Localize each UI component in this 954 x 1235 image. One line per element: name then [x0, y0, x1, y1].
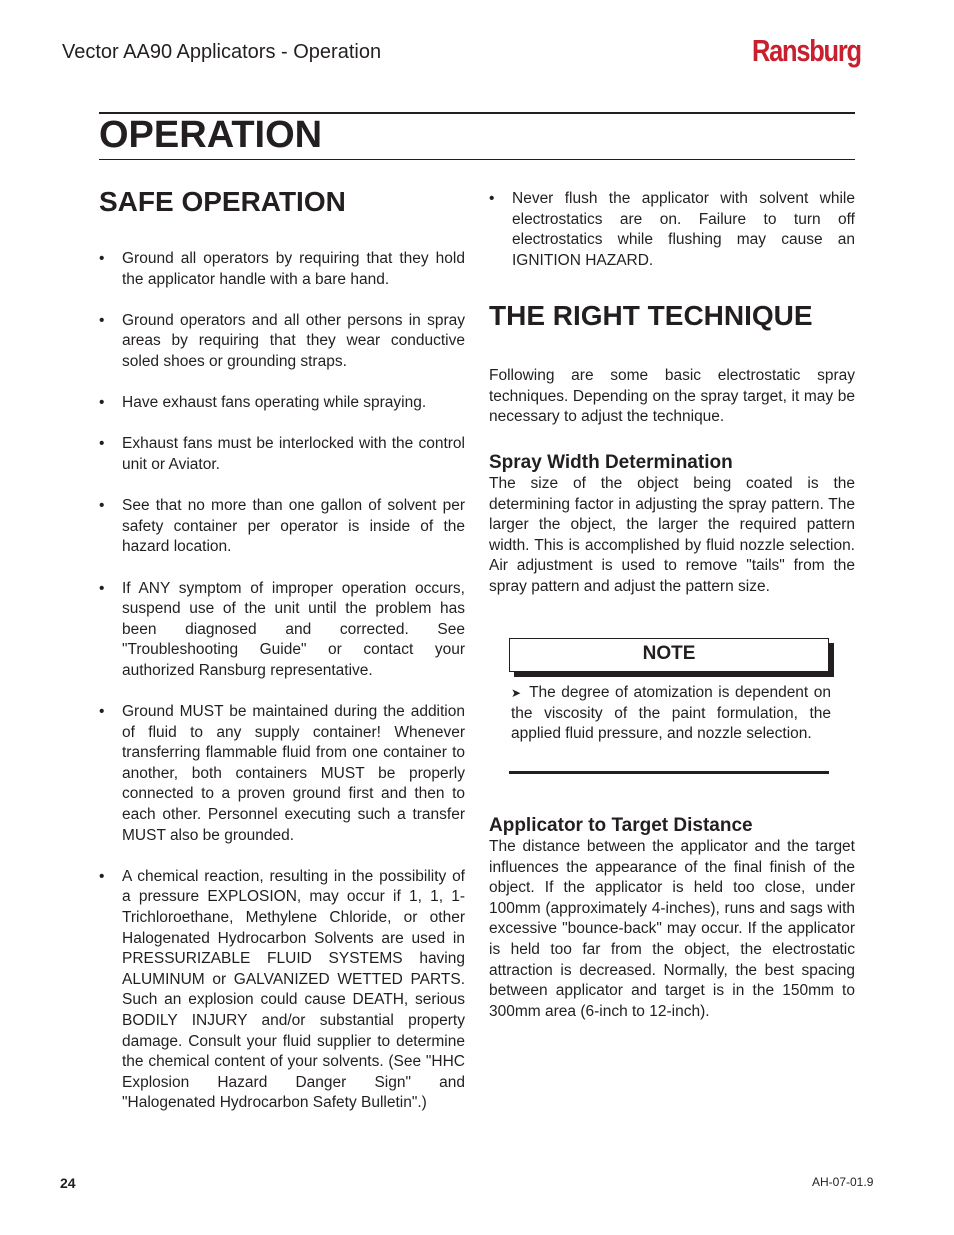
note-label: NOTE [642, 643, 696, 664]
list-item: • Ground operators and all other persons in spray areas by requiring that they wear conductive soled shoes or grounding straps. [99, 311, 465, 373]
right-technique-intro-wrap [489, 366, 855, 428]
page-heading: OPERATION [99, 114, 323, 156]
note-paragraph [511, 683, 831, 745]
arrow-right-icon: ➤ [511, 686, 522, 700]
header-title: Vector AA90 Applicators - Operation [62, 41, 382, 63]
safe-operation-heading-wrap [99, 186, 465, 218]
list-item: • If ANY symptom of improper operation occurs, suspend use of the unit until the problem has been diagnosed and corrected. See "Troubleshooting Guide" or contact your authorized Ransburg representative. [99, 579, 465, 682]
safe-operation-section [99, 249, 465, 1135]
list-item: • Have exhaust fans operating while spraying. [99, 393, 465, 414]
note-text: The degree of atomization is dependent on the viscosity of the paint formulation, the applied fluid pressure, and nozzle selection. [511, 684, 831, 743]
note-divider [509, 771, 829, 774]
list-item: • A chemical reaction, resulting in the possibility of a pressure EXPLOSION, may occur if 1, 1, 1-Trichloroethane, Methylene Chloride, or other Halogenated Hydrocarbon Solvents are used in PRESSURIZABLE FLUID SYSTEMS having ALUMINUM or GALVANIZED WETTED PARTS. Such an explosion could cause DEATH, serious BODILY INJURY and/or substantial property damage. Consult your fluid supplier to determine the chemical content of your solvents. (See "HHC Explosion Hazard Danger Sign" and "Halogenated Hydrocarbon Safety Bulletin".) [99, 867, 465, 1114]
distance-heading: Applicator to Target Distance [489, 815, 753, 836]
list-item: • Ground all operators by requiring that they hold the applicator handle with a bare hand. [99, 249, 465, 290]
distance-section [489, 815, 855, 1022]
continued-bullet-list [489, 189, 855, 271]
spray-width-text: The size of the object being coated is the determining factor in adjusting the spray pattern. The larger the object, the larger the required pattern width. This is accomplished by fluid nozzle selection. Air adjustment is used to remove "tails" from the spray pattern and adjust the pattern size. [489, 475, 855, 595]
right-technique-heading: THE RIGHT TECHNIQUE [489, 300, 813, 331]
right-technique-heading-wrap [489, 300, 855, 332]
note-box [509, 638, 829, 672]
spray-width-heading: Spray Width Determination [489, 452, 733, 473]
right-technique-intro: Following are some basic electrostatic spray techniques. Depending on the spray target, it may be necessary to adjust the technique. [489, 367, 855, 426]
list-item: • Exhaust fans must be interlocked with the control unit or Aviator. [99, 434, 465, 475]
note-content [511, 683, 831, 745]
spray-width-section [489, 452, 855, 598]
page-number: 24 [60, 1175, 76, 1191]
document-id: AH-07-01.9 [812, 1175, 874, 1189]
distance-text: The distance between the applicator and the target influences the appearance of the final finish of the object. If the applicator is held too close, under 100mm (approximately 4-inches), runs and sags with excessive "bounce-back" may occur. If the applicator is held too far from the object, the electrostatic attraction is decreased. Normally, the best spacing between applicator and target is in the 150mm to 300mm area (6-inch to 12-inch). [489, 838, 855, 1020]
heading-rule-bottom [99, 159, 855, 160]
safe-operation-list [99, 249, 465, 1114]
list-item: • See that no more than one gallon of solvent per safety container per operator is inside of the hazard location. [99, 496, 465, 558]
continued-bullet-wrap [489, 189, 855, 271]
list-item: • Ground MUST be maintained during the addition of fluid to any supply container! Whenever transferring flammable fluid from one container to another, both containers MUST be properly connected to a proven ground first and then to each other. Personnel executing such a transfer MUST also be grounded. [99, 702, 465, 846]
list-item: • Never flush the applicator with solvent while electrostatics are on. Failure to turn off electrostatics while flushing may cause an IGNITION HAZARD. [489, 189, 855, 271]
brand-logo: Ransburg [752, 33, 861, 68]
safe-operation-heading: SAFE OPERATION [99, 186, 346, 217]
